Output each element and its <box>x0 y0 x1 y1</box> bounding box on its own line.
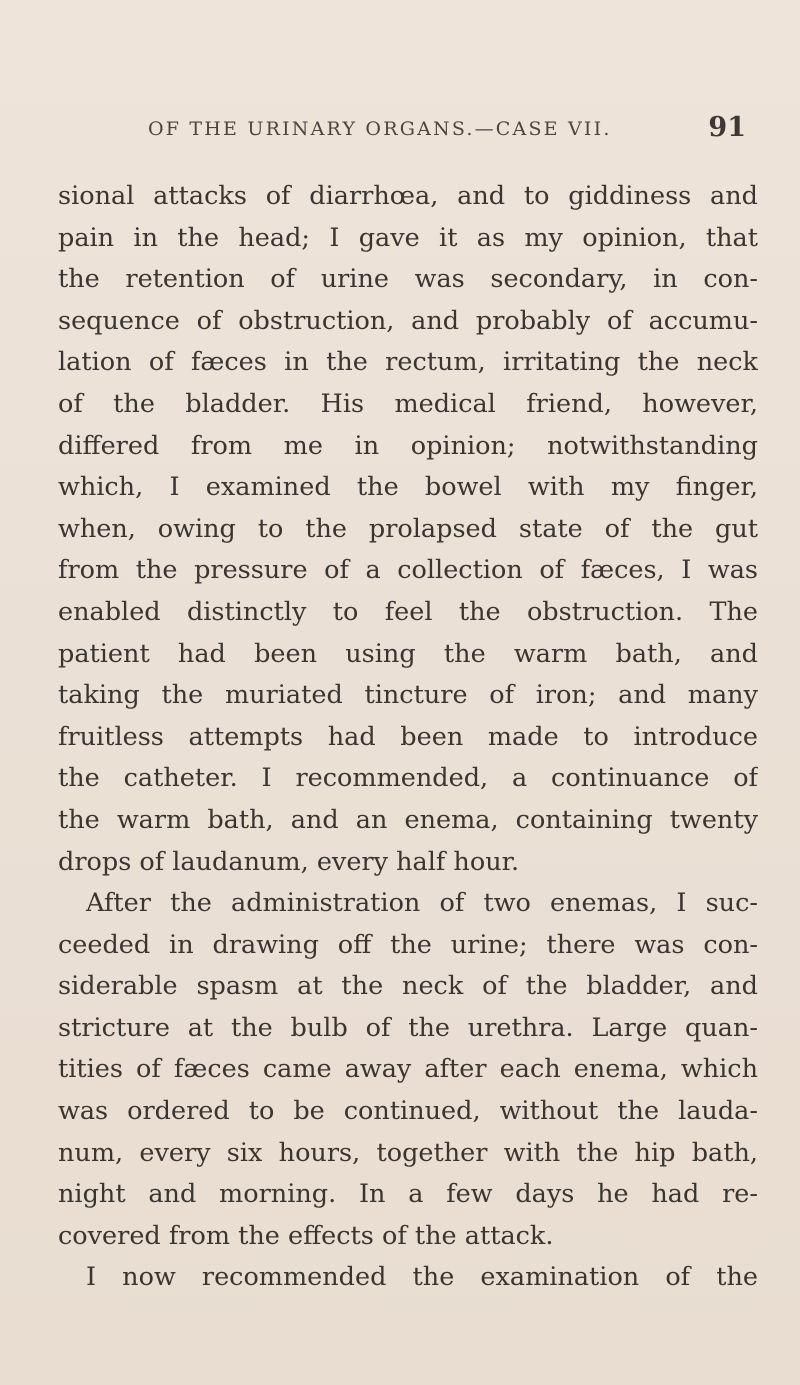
running-head <box>58 112 758 152</box>
page-number: 91 <box>708 112 746 143</box>
text-line: pain in the head; I gave it as my opinion, that <box>58 222 758 253</box>
text-line: drops of laudanum, every half hour. <box>58 846 520 877</box>
text-line: from the pressure of a collection of fæces, I was <box>58 555 758 586</box>
text-line: was ordered to be continued, without the lauda- <box>58 1096 758 1127</box>
text-line: when, owing to the prolapsed state of the gut <box>58 513 758 544</box>
text-line: the warm bath, and an enema, containing twenty <box>58 804 758 835</box>
text-line: which, I examined the bowel with my finger, <box>58 472 758 503</box>
text-line: sequence of obstruction, and probably of accumu- <box>58 305 758 336</box>
text-line: ceeded in drawing off the urine; there was con- <box>58 929 758 960</box>
text-line: the catheter. I recommended, a continuance of <box>58 763 758 794</box>
text-line: night and morning. In a few days he had re- <box>58 1179 758 1210</box>
text-line: sional attacks of diarrhœa, and to giddiness and <box>58 181 758 211</box>
text-line: fruitless attempts had been made to introduce <box>58 721 758 752</box>
text-line: patient had been using the warm bath, and <box>58 638 758 669</box>
text-line: taking the muriated tincture of iron; and many <box>58 680 758 711</box>
text-line: stricture at the bulb of the urethra. Large quan- <box>58 1012 758 1043</box>
text-line: the retention of urine was secondary, in con- <box>58 264 758 295</box>
body-text <box>58 176 758 1299</box>
text-line: enabled distinctly to feel the obstruction. The <box>58 596 758 627</box>
text-line: num, every six hours, together with the hip bath, <box>58 1137 758 1168</box>
paragraph-start-line: After the administration of two enemas, I suc- <box>86 888 758 919</box>
text-line: differed from me in opinion; notwithstanding <box>58 430 758 461</box>
running-title: OF THE URINARY ORGANS.—CASE VII. <box>148 118 612 140</box>
text-line: siderable spasm at the neck of the bladder, and <box>58 971 758 1002</box>
text-line: of the bladder. His medical friend, however, <box>58 388 758 419</box>
text-line: tities of fæces came away after each enema, which <box>58 1054 758 1085</box>
text-line: covered from the effects of the attack. <box>58 1220 554 1251</box>
text-line: lation of fæces in the rectum, irritating the neck <box>58 347 758 378</box>
paragraph-start-line: I now recommended the examination of the <box>86 1262 758 1293</box>
